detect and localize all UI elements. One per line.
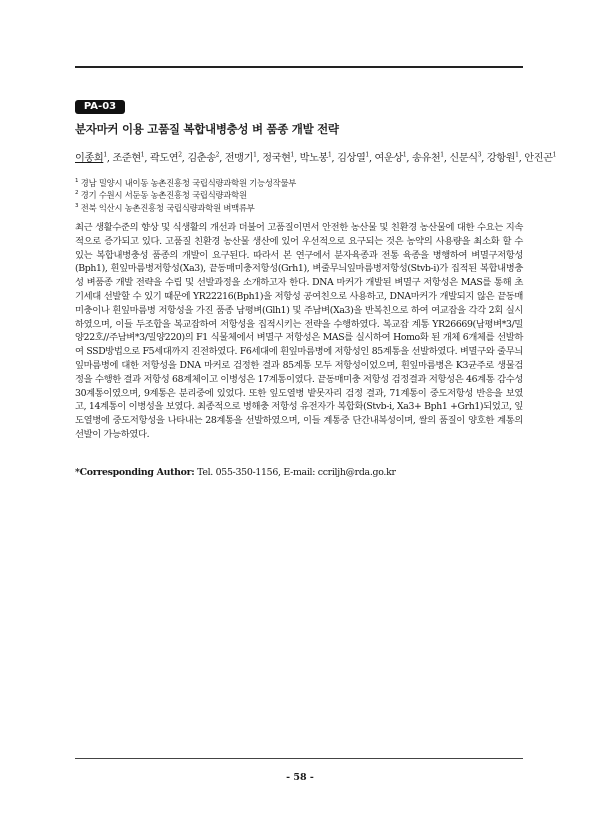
author-affiliation-mark: 2 — [178, 151, 182, 159]
author-affiliation-mark: 2 — [215, 151, 220, 159]
author-name: 안진곤 — [524, 153, 553, 164]
bottom-rule — [75, 758, 523, 759]
affiliation-text: 경기 수원시 서둔동 농촌진흥청 국립식량과학원 — [80, 190, 247, 201]
author-name: 조준현 — [112, 153, 141, 164]
top-rule — [75, 66, 523, 68]
author-affiliation-mark: 1 — [290, 151, 294, 159]
author-affiliation-mark: 1 — [440, 151, 444, 159]
author-affiliation-mark: 1 — [103, 151, 107, 159]
affiliation — [75, 176, 523, 188]
author-name: 신문식 — [449, 153, 478, 164]
author-name: 김춘송 — [187, 153, 216, 164]
affiliation-mark: 2 — [75, 190, 79, 197]
author-name: 전맹기 — [224, 153, 254, 164]
author — [449, 153, 481, 164]
author — [524, 153, 556, 164]
author-affiliation-mark: 3 — [477, 151, 482, 159]
author — [187, 153, 219, 164]
affiliation-mark: 1 — [75, 178, 79, 184]
author-list: 이종희$^1$, 조준현$^1$, 곽도연$^2$, 김춘송$^2$, 전맹기$^1$, 정국현$^1$, 박노봉$^1$, 김상열$^1$, 여운상$^1$, 송유천$^1$, 신문식$^3$, 강항원$^1$, 안진곤$^1$ — [75, 151, 556, 164]
author — [262, 153, 294, 164]
author — [75, 153, 107, 164]
corresponding-label: *Corresponding Author: — [75, 467, 195, 478]
page-number: - 58 - — [286, 772, 314, 783]
section-badge: PA-03 — [75, 100, 125, 114]
author-affiliation-mark: 1 — [402, 151, 407, 159]
affiliation-text: 경남 밀양시 내이동 농촌진흥청 국립식량과학원 기능성작물부 — [80, 177, 297, 188]
author — [375, 153, 407, 164]
author-affiliation-mark: 1 — [140, 151, 145, 159]
paper-title: 분자마커 이용 고품질 복합내병충성 벼 품종 개발 전략 — [75, 122, 339, 136]
author-name: 송유천 — [411, 153, 441, 164]
author-affiliation-mark: 1 — [253, 151, 257, 159]
author — [337, 153, 369, 164]
author-name: 김상열 — [337, 153, 366, 164]
abstract-text: 최근 생활수준의 향상 및 식생활의 개선과 더불어 고품질이면서 안전한 농산물 및 친환경 농산물에 대한 수요는 지속적으로 증가되고 있다. 고품질 친환경 농산물 생산에 있어 우선적으로 요구되는 것은 농약의 사용량을 최소화 할 수 있는 복합내병충성 품종의 개발이 요구된다. 따라서 본 연구에서 분자육종과 전통 육종을 병행하여 벼멸구저항성(Bph1), 흰잎마름병저항성(Xa3), 끝동매미충저항성(Grh1), 벼줄무늬잎마름병저항성(Stvb-i)가 집적된 복합내병충성 벼품종 개발 전략을 수립 및 선발과정을 소개하고자 한다. DNA 마커가 개발된 벼멸구 저항성은 MAS를 통해 초기세대 선발할 수 있기 때문에 YR22216(Bph1)을 저항성 공여친으로 사용하고, DNA마커가 개발되지 않은 끝동매미충이나 흰잎마름병 저항성을 가진 품종 남평벼(Glh1) 및 주남벼(Xa3)을 반복친으로 하여 여교잡을 각각 2회 실시하였으며, 이들 두조합을 복교잡하여 저항성을 집적시키는 전략을 수행하였다. 복교잡 계통 YR26669(남평벼*3/밀양22호//주남벼*3/밀양220)의 F1 식물체에서 벼멸구 저항성은 MAS를 실시하여 Homo화 된 개체 6개체를 선발하여 SSD방법으로 F5세대까지 진전하였다. F6세대에 흰잎마름병에 저항성인 85계통을 선발하였다. 벼멸구와 줄무늬잎마름병에 대한 저항성을 DNA 마커로 검정한 결과 85계통 모두 저항성이었으며, 흰잎마름병은 K3균주로 생물검정을 수행한 결과 저항성 68계체이고 이병성은 17계통이였다. 끝동매미충 저항성 검정결과 저항성은 46계통 감수성 30계통이였으며, 9계통은 분리중에 있었다. 또한 잎도열병 밭못자리 검정 결과, 71계통이 중도저항성 반응을 보였고, 14계통이 이병성을 보였다. 최종적으로 병해충 저항성 유전자가 복합화(Stvb-i, Xa3+ Bph1 +Grh1)되었고, 잎도열병에 중도저항성을 나타내는 28계통을 선발하였으며, 이들 계통중 단간내복성이며, 쌀의 품질이 양호한 계통의 선발이 가능하였다. — [75, 222, 523, 440]
author — [150, 153, 182, 164]
affiliation — [75, 201, 523, 213]
affiliation-text: 전북 익산시 농촌진흥청 국립식량과학원 벼맥류부 — [80, 202, 255, 213]
author-name: 박노봉 — [299, 153, 328, 164]
author-affiliation-mark: 1 — [365, 151, 369, 159]
author — [487, 153, 519, 164]
corresponding-author — [75, 467, 523, 478]
author — [412, 153, 444, 164]
author — [112, 153, 144, 164]
affiliation — [75, 188, 523, 200]
author-affiliation-mark: 1 — [327, 151, 332, 159]
corresponding-contact: Tel. 055-350-1156, E-mail: ccriljh@rda.go.kr — [197, 467, 396, 478]
affiliation-mark: 3 — [75, 202, 79, 209]
author-name: 이종희 — [75, 153, 104, 164]
author-affiliation-mark: 1 — [515, 151, 519, 159]
author-name: 곽도연 — [149, 153, 179, 164]
author-affiliation-mark: 1 — [552, 151, 556, 159]
affiliation-list — [75, 176, 523, 213]
author-name: 강항원 — [486, 153, 516, 164]
author — [225, 153, 257, 164]
author — [300, 153, 332, 164]
author-name: 정국현 — [262, 153, 291, 164]
author-name: 여운상 — [374, 153, 403, 164]
